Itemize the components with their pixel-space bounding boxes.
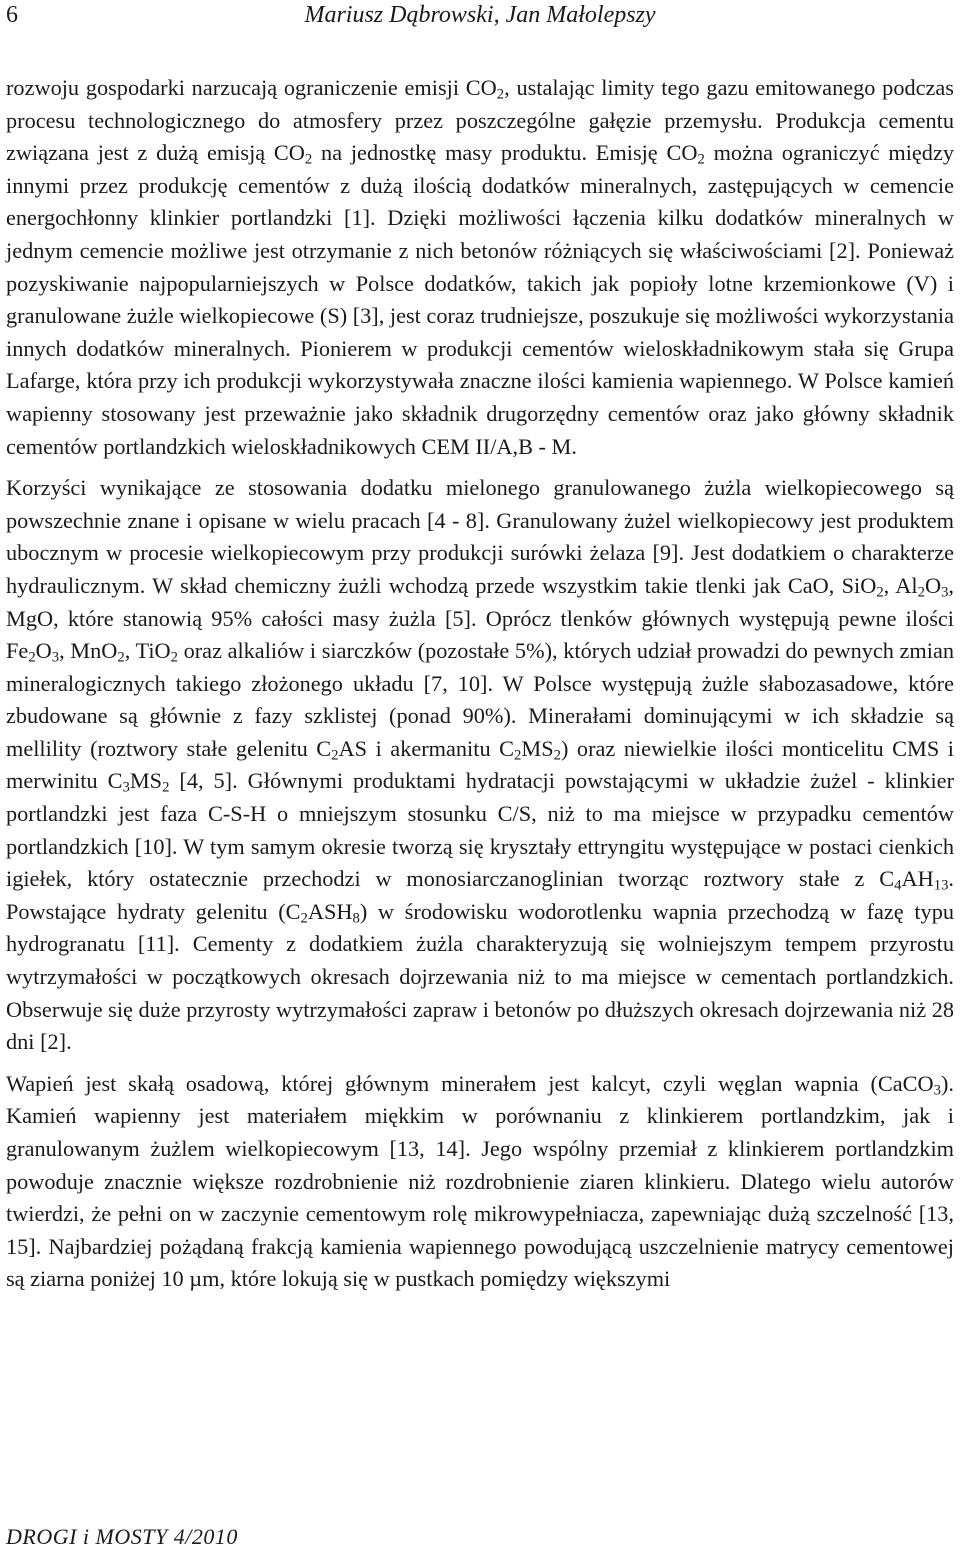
chemical-subscript: 2 <box>496 86 505 103</box>
chemical-subscript: 3 <box>933 1082 941 1099</box>
chemical-subscript: 4 <box>894 877 902 894</box>
paragraph-text: Wapień jest skałą osadową, której głównym minerałem jest kalcyt, czyli węglan wapnia (CaCO <box>6 1070 934 1096</box>
paragraph-text: , Al <box>883 572 918 598</box>
body-paragraph <box>6 72 954 463</box>
article-body <box>6 72 954 1296</box>
chemical-subscript: 2 <box>331 747 339 764</box>
paragraph-text: , MnO <box>59 638 118 664</box>
paragraph-text: można ograniczyć między innymi przez produkcję cementów z dużą ilością dodatków mineralnych, zastępujących w cemencie energochłonny klinkier portlandzki [1]. Dzięki możliwości łączenia kilku dodatków mineralnych w jednym cemencie możliwe jest otrzymanie z nich betonów różniących się właściwościami [2]. Ponieważ pozyskiwanie najpopularniejszych w Polsce dodatków, takich jak popioły lotne krzemionkowe (V) i granulowane żużle wielkopiecowe (S) [3], jest coraz trudniejsze, poszukuje się możliwości wykorzystania innych dodatków mineralnych. Pionierem w produkcji cementów wieloskładnikowym stała się Grupa Lafarge, która przy ich produkcji wykorzystywała znaczne ilości kamienia wapiennego. W Polsce kamień wapienny stosowany jest przeważnie jako składnik drugorzędny cementów oraz jako główny składnik cementów portlandzkich wieloskładnikowych CEM II/A,B - M. <box>6 140 954 459</box>
paragraph-text: rozwoju gospodarki narzucają ograniczenie emisji CO <box>6 75 497 100</box>
chemical-subscript: 2 <box>304 151 313 168</box>
chemical-subscript: 8 <box>352 910 360 927</box>
chemical-subscript: 2 <box>514 747 522 764</box>
paragraph-text: Korzyści wynikające ze stosowania dodatku mielonego granulowanego żużla wielkopiecowego są powszechnie znane i opisane w wielu pracach [4 - 8]. Granulowany żużel wielkopiecowy jest produktem ubocznym w procesie wielkopiecowym przy produkcji surówki żelaza [9]. Jest dodatkiem o charakterze hydraulicznym. W skład chemiczny żużli wchodzą przede wszystkim takie tlenki jak CaO, SiO <box>6 475 954 598</box>
paragraph-text: . Powstające hydraty gelenitu (C <box>6 866 954 924</box>
paragraph-text: AS i akermanitu C <box>338 735 515 761</box>
paragraph-text: O <box>35 638 52 664</box>
paragraph-text: na jednostkę masy produktu. Emisję CO <box>312 140 698 166</box>
page-number: 6 <box>6 2 18 28</box>
chemical-subscript: 13 <box>933 877 949 894</box>
paragraph-text: , MgO, które stanowią 95% całości masy żużla [5]. Oprócz tlenków głównych występują pewne ilości Fe <box>6 572 954 664</box>
chemical-subscript: 2 <box>28 649 36 666</box>
chemical-subscript: 2 <box>876 584 884 601</box>
chemical-subscript: 2 <box>300 910 308 927</box>
paragraph-text: , TiO <box>124 638 171 664</box>
body-paragraph <box>6 472 954 1059</box>
paragraph-text: O <box>924 572 942 598</box>
paragraph-text: ). Kamień wapienny jest materiałem miękkim w porównaniu z klinkierem portlandzkim, jak i granulowanym żużlem wielkopiecowym [13, 14]. Jego wspólny przemiał z klinkierem portlandzkim powoduje znacznie większe rozdrobnienie niż rozdrobnienie ziaren klinkieru. Dlatego wielu autorów twierdzi, że pełni on w zaczynie cementowym rolę mikrowypełniacza, zapewniając dużą szczelność [13, 15]. Najbardziej pożądaną frakcją kamienia wapiennego powodującą uszczelnienie matrycy cementowej są ziarna poniżej 10 µm, które lokują się w pustkach pomiędzy większymi <box>6 1070 954 1292</box>
chemical-subscript: 3 <box>51 649 60 666</box>
chemical-subscript: 2 <box>697 151 705 168</box>
paragraph-text: ASH <box>307 898 353 924</box>
chemical-subscript: 2 <box>553 747 561 764</box>
chemical-subscript: 2 <box>162 780 170 797</box>
paragraph-text: , ustalając limity tego gazu emitowanego podczas procesu technologicznego do atmosfery przez poszczególne gałęzie przemysłu. Produkcja cementu związana jest z dużą emisją CO <box>6 75 954 166</box>
paragraph-text: AH <box>901 866 934 892</box>
chemical-subscript: 3 <box>122 780 130 797</box>
paragraph-text: ) oraz niewielkie ilości monticelitu CMS i merwinitu C <box>6 735 954 794</box>
body-paragraph <box>6 1068 954 1296</box>
paragraph-text: MS <box>129 768 163 794</box>
chemical-subscript: 2 <box>170 649 179 666</box>
page-header <box>0 0 960 40</box>
journal-footer: DROGI i MOSTY 4/2010 <box>6 1524 238 1549</box>
paragraph-text: [4, 5]. Głównymi produktami hydratacji powstającymi w układzie żużel - klinkier portlandzki jest faza C-S-H o mniejszym stosunku C/S, niż to ma miejsce w przypadku cementów portlandzkich [10]. W tym samym okresie tworzą się kryształy ettryngitu występujące w postaci cienkich igiełek, który ostatecznie przechodzi w monosiarczanoglinian tworząc roztwory stałe z C <box>6 768 954 892</box>
chemical-subscript: 3 <box>941 584 949 601</box>
paragraph-text: MS <box>521 735 554 761</box>
paragraph-text: ) w środowisku wodorotlenku wapnia przechodzą w fazę typu hydrogranatu [11]. Cementy z dodatkiem żużla charakteryzują się wolniejszym tempem przyrostu wytrzymałości w początkowych okresach dojrzewania niż to ma miejsce w cementach portlandzkich. Obserwuje się duże przyrosty wytrzymałości zapraw i betonów po dłuższych okresach dojrzewania niż 28 dni [2]. <box>6 898 954 1055</box>
chemical-subscript: 2 <box>917 584 925 601</box>
paragraph-text: oraz alkaliów i siarczków (pozostałe 5%), których udział prowadzi do pewnych zmian mineralogicznych takiego złożonego układu [7, 10]. W Polsce występują żużle słabozasadowe, które zbudowane są głównie z fazy szklistej (ponad 90%). Minerałami dominującymi w ich składzie są mellility (roztwory stałe gelenitu C <box>6 638 954 761</box>
running-head-authors: Mariusz Dąbrowski, Jan Małolepszy <box>304 2 656 28</box>
chemical-subscript: 2 <box>117 649 125 666</box>
